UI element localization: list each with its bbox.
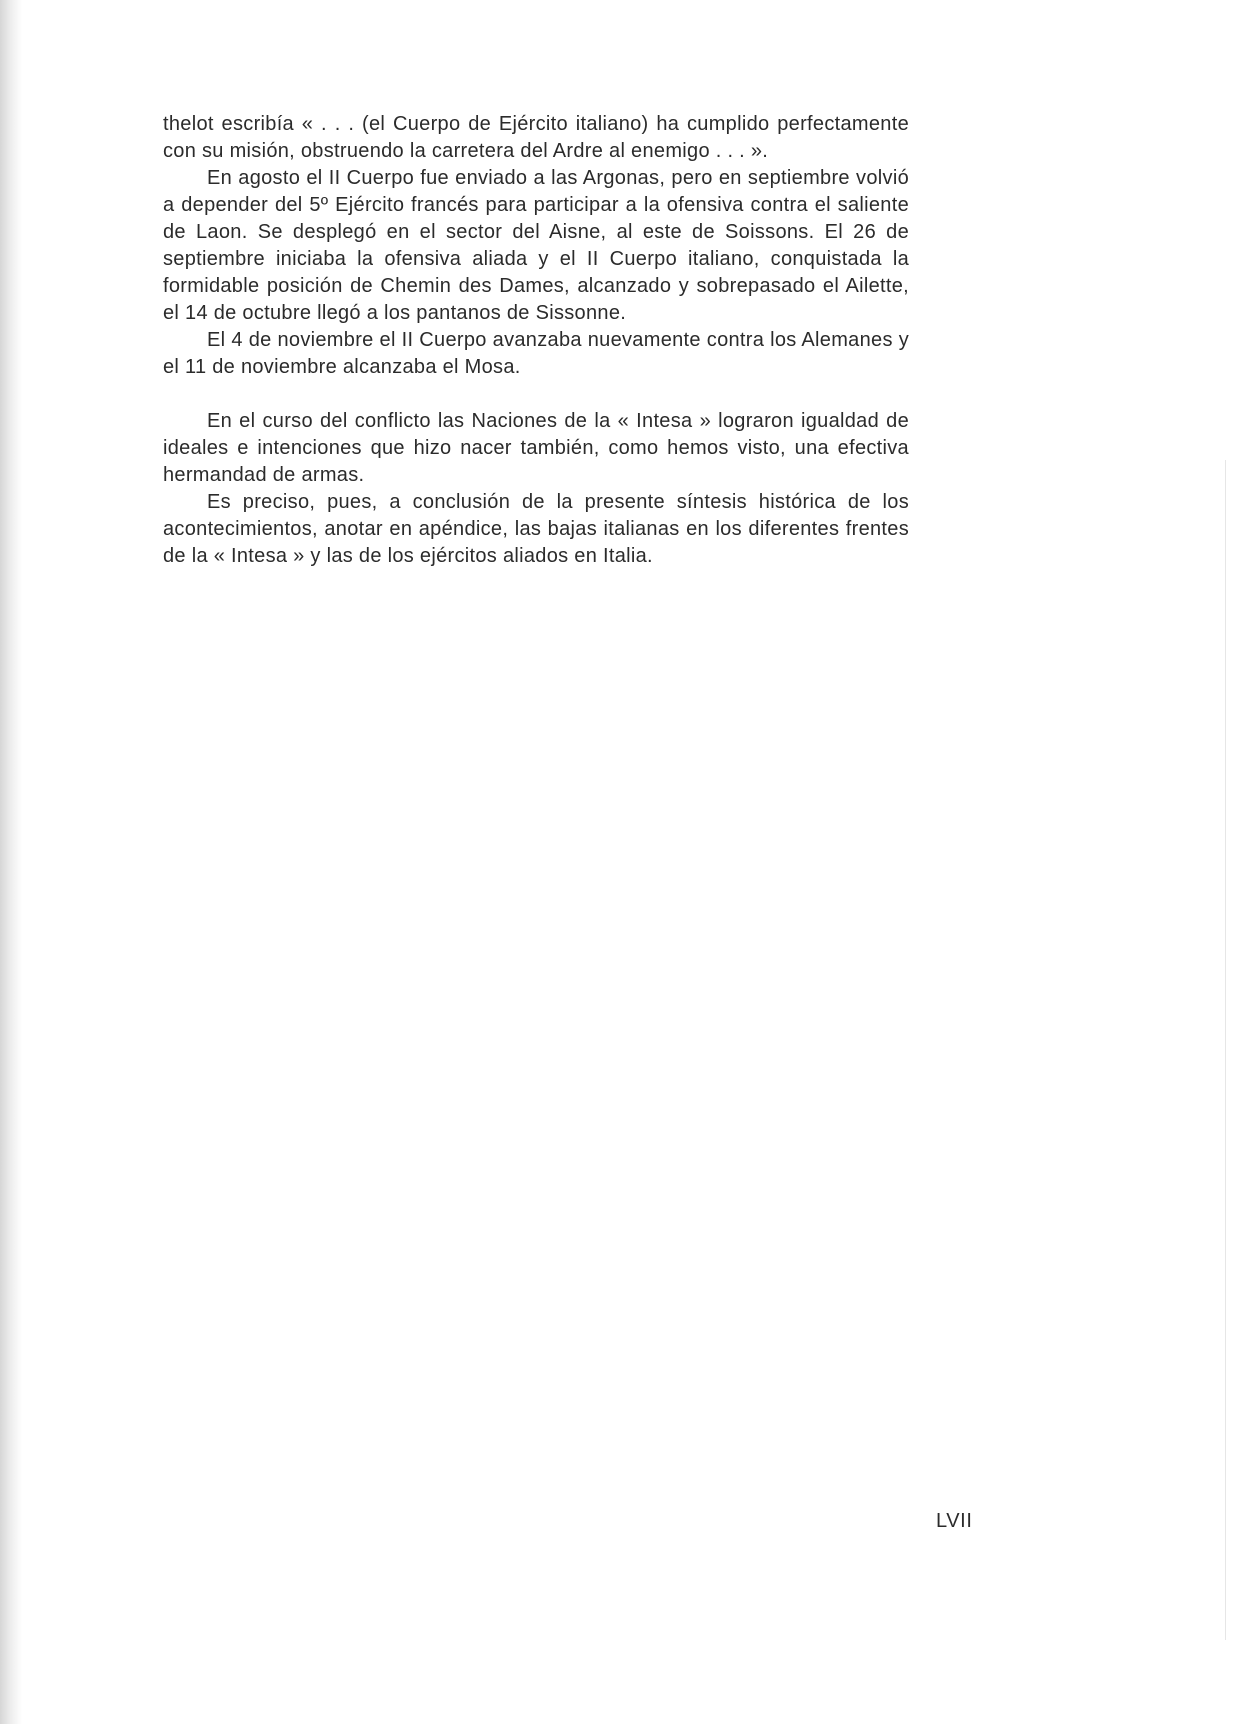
body-text <box>163 111 909 570</box>
paragraph-noviembre: El 4 de noviembre el II Cuerpo avanzaba nuevamente contra los Alemanes y el 11 de noviembre alcanzaba el Mosa. <box>163 329 909 378</box>
paragraph-conclusion: Es preciso, pues, a conclusión de la presente síntesis histórica de los acontecimientos, anotar en apéndice, las bajas italianas en los diferentes frentes de la « Intesa » y las de los ejércitos aliados en Italia. <box>163 491 909 567</box>
paragraph-continuation: thelot escribía « . . . (el Cuerpo de Ejército italiano) ha cumplido perfectamente con su misión, obstruendo la carretera del Ardre al enemigo . . . ». <box>163 113 909 162</box>
paragraph-argonas: En agosto el II Cuerpo fue enviado a las Argonas, pero en septiembre volvió a depender del 5º Ejército francés para participar a la ofensiva contra el saliente de Laon. Se desplegó en el sector del Aisne, al este de Soissons. El 26 de septiembre iniciaba la ofensiva aliada y el II Cuerpo italiano, conquistada la formidable posición de Chemin des Dames, alcanzado y sobrepasado el Ailette, el 14 de octubre llegó a los pantanos de Sissonne. <box>163 167 909 324</box>
paragraph-intesa: En el curso del conflicto las Naciones de la « Intesa » lograron igualdad de ideales e intenciones que hizo nacer también, como hemos visto, una efectiva hermandad de armas. <box>163 410 909 486</box>
section-gap <box>163 381 909 408</box>
page-edge-line <box>1225 460 1226 1640</box>
page-edge-shadow <box>0 0 22 1724</box>
page-number: LVII <box>936 1510 973 1532</box>
